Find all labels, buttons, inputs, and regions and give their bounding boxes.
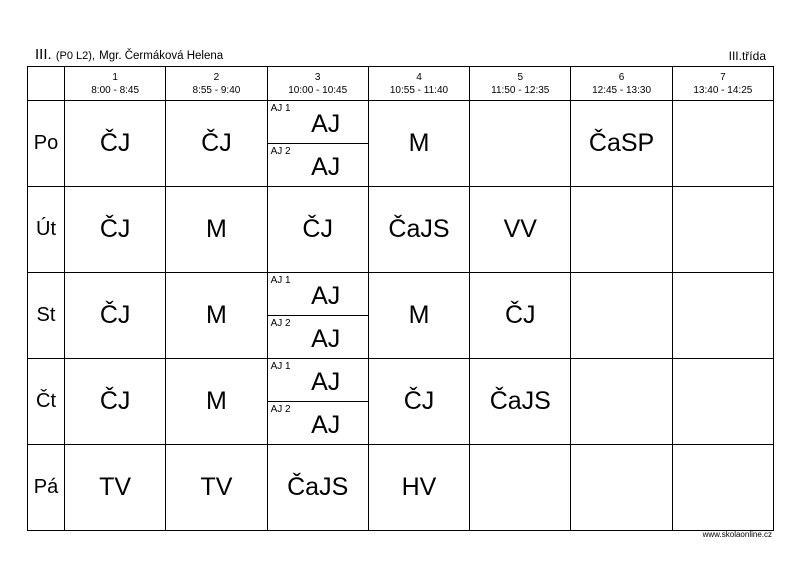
period-time: 11:50 - 12:35 — [491, 84, 550, 96]
day-row — [28, 445, 774, 531]
subject-label: AJ — [311, 109, 341, 138]
lesson-cell: ČJ — [166, 101, 267, 187]
split-lesson — [268, 101, 368, 186]
period-number: 3 — [314, 71, 321, 83]
group-label: AJ 1 — [270, 275, 291, 286]
empty-cell — [571, 445, 672, 531]
empty-cell — [470, 445, 571, 531]
day-row — [28, 359, 774, 445]
day-row — [28, 273, 774, 359]
subject-label: AJ — [311, 410, 341, 439]
lesson-cell: M — [368, 273, 469, 359]
day-label: Čt — [28, 359, 65, 445]
lesson-cell: ČaSP — [571, 101, 672, 187]
group-label: AJ 1 — [270, 103, 291, 114]
teacher-name: Mgr. Čermáková Helena — [99, 50, 224, 62]
empty-cell — [571, 359, 672, 445]
lesson-cell: HV — [368, 445, 469, 531]
empty-cell — [571, 187, 672, 273]
period-number: 5 — [517, 71, 524, 83]
lesson-cell: ČJ — [65, 101, 166, 187]
lesson-cell: M — [368, 101, 469, 187]
empty-cell — [571, 273, 672, 359]
group-label: AJ 2 — [270, 318, 291, 329]
split-lesson — [268, 273, 368, 358]
lesson-cell: TV — [65, 445, 166, 531]
period-number: 4 — [416, 71, 422, 83]
lesson-cell-split — [267, 273, 368, 359]
day-label: Po — [28, 101, 65, 187]
period-header — [571, 67, 672, 101]
day-row — [28, 101, 774, 187]
corner-cell — [28, 67, 65, 101]
period-time: 12:45 - 13:30 — [592, 84, 652, 96]
lesson-cell: M — [166, 359, 267, 445]
lesson-cell: VV — [470, 187, 571, 273]
lesson-cell: M — [166, 187, 267, 273]
period-header — [65, 67, 166, 101]
period-header-row — [28, 67, 774, 101]
day-label: Pá — [28, 445, 65, 531]
day-row — [28, 187, 774, 273]
lesson-cell: ČJ — [65, 187, 166, 273]
empty-cell — [672, 359, 773, 445]
class-name: III. — [35, 46, 52, 63]
day-label: St — [28, 273, 65, 359]
lesson-cell: ČaJS — [267, 445, 368, 531]
group-lesson — [268, 144, 368, 186]
footer-site: www.skolaonline.cz — [702, 530, 772, 539]
subject-label: AJ — [311, 324, 341, 353]
day-label: Út — [28, 187, 65, 273]
lesson-cell: ČJ — [368, 359, 469, 445]
lesson-cell: ČaJS — [470, 359, 571, 445]
period-header — [166, 67, 267, 101]
period-number: 1 — [112, 71, 118, 83]
period-header — [267, 67, 368, 101]
timetable-grid — [27, 66, 774, 531]
group-lesson — [268, 101, 368, 144]
subject-label: AJ — [311, 152, 341, 181]
period-number: 7 — [720, 71, 726, 83]
empty-cell — [672, 445, 773, 531]
group-label: AJ 2 — [270, 146, 291, 157]
lesson-cell: ČJ — [65, 273, 166, 359]
period-header — [672, 67, 773, 101]
period-time: 13:40 - 14:25 — [693, 84, 753, 96]
period-number: 2 — [213, 71, 220, 83]
class-code: (P0 L2), — [55, 50, 95, 62]
empty-cell — [470, 101, 571, 187]
period-time: 10:55 - 11:40 — [389, 84, 449, 96]
subject-label: AJ — [311, 367, 341, 396]
period-time: 8:00 - 8:45 — [91, 84, 140, 96]
empty-cell — [672, 187, 773, 273]
lesson-cell: ČaJS — [368, 187, 469, 273]
period-time: 10:00 - 10:45 — [288, 84, 348, 96]
lesson-cell: TV — [166, 445, 267, 531]
group-lesson — [268, 273, 368, 316]
period-number: 6 — [618, 71, 625, 83]
period-header — [368, 67, 469, 101]
group-label: AJ 1 — [270, 361, 291, 372]
lesson-cell: ČJ — [470, 273, 571, 359]
empty-cell — [672, 273, 773, 359]
lesson-cell-split — [267, 359, 368, 445]
lesson-cell: ČJ — [65, 359, 166, 445]
timetable-title — [35, 46, 223, 65]
period-header — [470, 67, 571, 101]
subject-label: AJ — [311, 281, 341, 310]
group-lesson — [268, 402, 368, 444]
group-label: AJ 2 — [270, 404, 291, 415]
empty-cell — [672, 101, 773, 187]
lesson-cell: ČJ — [267, 187, 368, 273]
group-lesson — [268, 359, 368, 402]
lesson-cell-split — [267, 101, 368, 187]
class-label: III.třída — [728, 49, 766, 63]
lesson-cell: M — [166, 273, 267, 359]
period-time: 8:55 - 9:40 — [192, 84, 241, 96]
split-lesson — [268, 359, 368, 444]
group-lesson — [268, 316, 368, 358]
